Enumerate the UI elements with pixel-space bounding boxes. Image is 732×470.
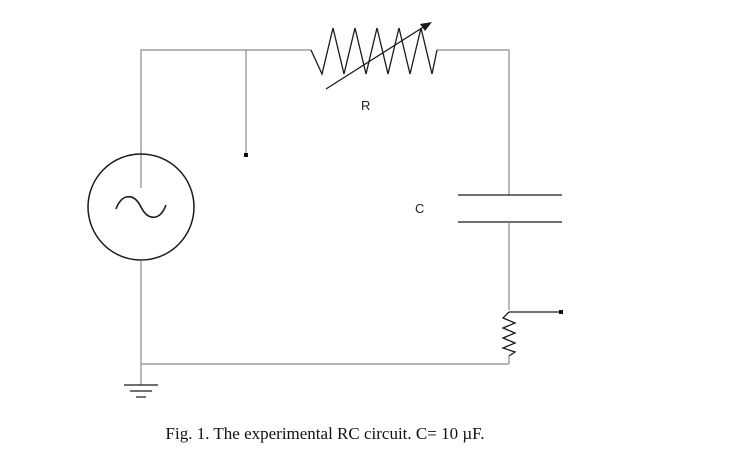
capacitor-label: C [415,201,425,216]
right-probe-terminal [559,310,563,314]
figure-caption: Fig. 1. The experimental RC circuit. C= 10 µF. [165,424,485,443]
capacitor-icon [458,195,562,222]
ground-icon [124,385,158,397]
variable-resistor-label: R [361,98,371,113]
top-right-wire [437,50,509,195]
sense-resistor-zigzag [503,312,515,356]
top-left-wire [141,50,311,188]
sine-wave-icon [116,197,166,218]
top-probe-terminal [244,153,248,157]
variable-resistor-zigzag [311,28,437,74]
resistor-icon [503,312,515,356]
variable-resistor-icon [311,22,437,89]
